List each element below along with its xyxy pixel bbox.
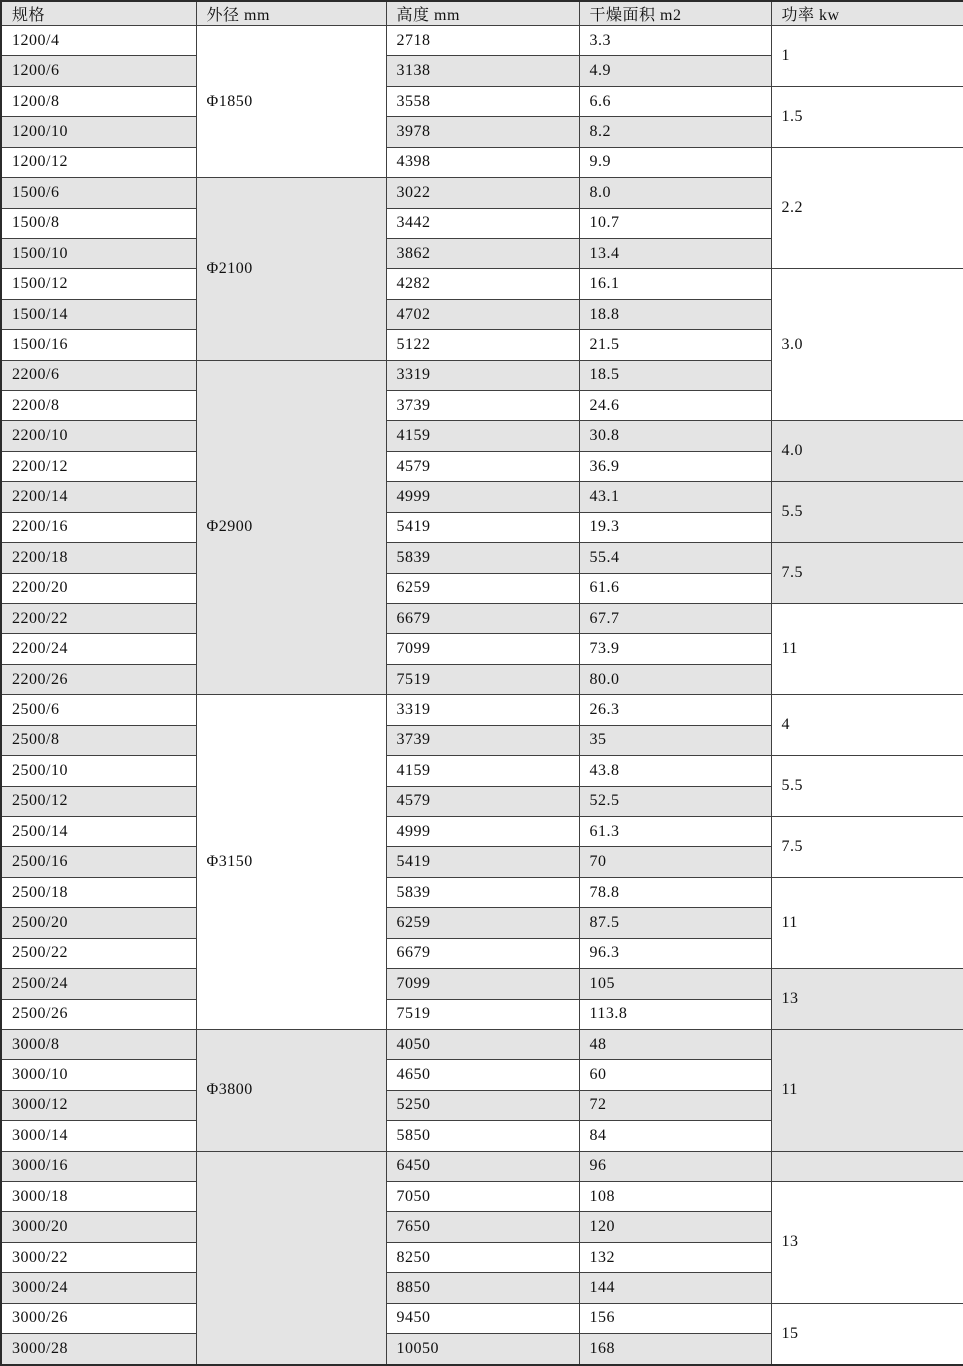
height-cell: 5250: [386, 1090, 579, 1120]
height-cell: 3558: [386, 86, 579, 116]
spec-cell: 2200/16: [1, 512, 196, 542]
spec-cell: 3000/22: [1, 1242, 196, 1272]
spec-cell: 1500/16: [1, 330, 196, 360]
area-cell: 96: [579, 1151, 771, 1181]
height-cell: 3319: [386, 695, 579, 725]
area-cell: 30.8: [579, 421, 771, 451]
height-cell: 3978: [386, 117, 579, 147]
table-row: [1, 1029, 963, 1059]
area-cell: 13.4: [579, 238, 771, 268]
height-cell: 9450: [386, 1303, 579, 1333]
spec-cell: 1500/12: [1, 269, 196, 299]
power-cell: 5.5: [771, 482, 963, 543]
height-cell: 5419: [386, 512, 579, 542]
height-cell: 3319: [386, 360, 579, 390]
area-cell: 10.7: [579, 208, 771, 238]
height-cell: 6259: [386, 908, 579, 938]
area-cell: 80.0: [579, 664, 771, 694]
height-cell: 7519: [386, 664, 579, 694]
diameter-cell: Φ3800: [196, 1029, 386, 1151]
spec-cell: 2200/18: [1, 543, 196, 573]
spec-cell: 1500/6: [1, 178, 196, 208]
area-cell: 55.4: [579, 543, 771, 573]
spec-cell: 1500/14: [1, 299, 196, 329]
area-cell: 67.7: [579, 604, 771, 634]
column-header-power: 功率 kw: [771, 1, 963, 26]
height-cell: 6450: [386, 1151, 579, 1181]
area-cell: 61.3: [579, 816, 771, 846]
area-cell: 18.5: [579, 360, 771, 390]
height-cell: 4702: [386, 299, 579, 329]
column-header-diameter: 外径 mm: [196, 1, 386, 26]
height-cell: 7099: [386, 969, 579, 999]
area-cell: 3.3: [579, 26, 771, 56]
column-header-spec: 规格: [1, 1, 196, 26]
height-cell: 8850: [386, 1273, 579, 1303]
spec-cell: 3000/18: [1, 1182, 196, 1212]
power-cell: 7.5: [771, 543, 963, 604]
table-row: [1, 877, 963, 907]
power-cell: 4.0: [771, 421, 963, 482]
column-header-area: 干燥面积 m2: [579, 1, 771, 26]
power-cell: 13: [771, 1182, 963, 1304]
spec-cell: 1500/8: [1, 208, 196, 238]
spec-cell: 1500/10: [1, 238, 196, 268]
area-cell: 108: [579, 1182, 771, 1212]
diameter-cell: Φ1850: [196, 26, 386, 178]
table-row: [1, 421, 963, 451]
area-cell: 19.3: [579, 512, 771, 542]
height-cell: 10050: [386, 1334, 579, 1365]
height-cell: 3862: [386, 238, 579, 268]
area-cell: 18.8: [579, 299, 771, 329]
table-row: [1, 695, 963, 725]
column-header-height: 高度 mm: [386, 1, 579, 26]
diameter-cell: Φ2900: [196, 360, 386, 695]
spec-cell: 2500/20: [1, 908, 196, 938]
area-cell: 120: [579, 1212, 771, 1242]
table-body: [1, 26, 963, 1366]
table-row: [1, 86, 963, 116]
spec-cell: 3000/12: [1, 1090, 196, 1120]
spec-cell: 3000/14: [1, 1121, 196, 1151]
height-cell: 6679: [386, 604, 579, 634]
spec-cell: 2500/14: [1, 816, 196, 846]
area-cell: 144: [579, 1273, 771, 1303]
table-row: [1, 1303, 963, 1333]
area-cell: 48: [579, 1029, 771, 1059]
power-cell: 11: [771, 1029, 963, 1151]
table-header: [1, 1, 963, 26]
area-cell: 36.9: [579, 451, 771, 481]
power-cell: 7.5: [771, 816, 963, 877]
height-cell: 5122: [386, 330, 579, 360]
area-cell: 60: [579, 1060, 771, 1090]
spec-cell: 2200/8: [1, 391, 196, 421]
area-cell: 70: [579, 847, 771, 877]
height-cell: 5419: [386, 847, 579, 877]
diameter-cell: [196, 1151, 386, 1365]
table-row: [1, 756, 963, 786]
spec-cell: 3000/24: [1, 1273, 196, 1303]
height-cell: 7650: [386, 1212, 579, 1242]
table-row: [1, 26, 963, 56]
area-cell: 35: [579, 725, 771, 755]
area-cell: 43.1: [579, 482, 771, 512]
height-cell: 4282: [386, 269, 579, 299]
area-cell: 9.9: [579, 147, 771, 177]
area-cell: 105: [579, 969, 771, 999]
height-cell: 3138: [386, 56, 579, 86]
height-cell: 5839: [386, 543, 579, 573]
area-cell: 6.6: [579, 86, 771, 116]
height-cell: 4579: [386, 451, 579, 481]
height-cell: 3442: [386, 208, 579, 238]
spec-cell: 2200/24: [1, 634, 196, 664]
height-cell: 4650: [386, 1060, 579, 1090]
spec-cell: 2200/22: [1, 604, 196, 634]
spec-cell: 2500/24: [1, 969, 196, 999]
spec-cell: 1200/6: [1, 56, 196, 86]
height-cell: 3022: [386, 178, 579, 208]
height-cell: 3739: [386, 391, 579, 421]
area-cell: 156: [579, 1303, 771, 1333]
spec-cell: 3000/16: [1, 1151, 196, 1181]
area-cell: 26.3: [579, 695, 771, 725]
area-cell: 21.5: [579, 330, 771, 360]
height-cell: 6679: [386, 938, 579, 968]
height-cell: 7099: [386, 634, 579, 664]
area-cell: 87.5: [579, 908, 771, 938]
spec-cell: 2500/26: [1, 999, 196, 1029]
area-cell: 168: [579, 1334, 771, 1365]
area-cell: 4.9: [579, 56, 771, 86]
height-cell: 5850: [386, 1121, 579, 1151]
diameter-cell: Φ3150: [196, 695, 386, 1030]
area-cell: 8.2: [579, 117, 771, 147]
area-cell: 52.5: [579, 786, 771, 816]
spec-cell: 2500/18: [1, 877, 196, 907]
header-row: [1, 1, 963, 26]
area-cell: 43.8: [579, 756, 771, 786]
area-cell: 96.3: [579, 938, 771, 968]
table-row: [1, 1182, 963, 1212]
spec-cell: 2200/10: [1, 421, 196, 451]
power-cell: 5.5: [771, 756, 963, 817]
height-cell: 8250: [386, 1242, 579, 1272]
power-cell: [771, 1151, 963, 1181]
height-cell: 6259: [386, 573, 579, 603]
spec-cell: 1200/10: [1, 117, 196, 147]
spec-cell: 2200/26: [1, 664, 196, 694]
height-cell: 4050: [386, 1029, 579, 1059]
power-cell: 1.5: [771, 86, 963, 147]
spec-cell: 3000/8: [1, 1029, 196, 1059]
spec-cell: 2500/10: [1, 756, 196, 786]
height-cell: 5839: [386, 877, 579, 907]
power-cell: 1: [771, 26, 963, 87]
height-cell: 4398: [386, 147, 579, 177]
height-cell: 7050: [386, 1182, 579, 1212]
area-cell: 78.8: [579, 877, 771, 907]
area-cell: 132: [579, 1242, 771, 1272]
spec-cell: 1200/8: [1, 86, 196, 116]
diameter-cell: Φ2100: [196, 178, 386, 361]
area-cell: 16.1: [579, 269, 771, 299]
table-row: [1, 482, 963, 512]
area-cell: 61.6: [579, 573, 771, 603]
spec-cell: 1200/12: [1, 147, 196, 177]
power-cell: 11: [771, 877, 963, 968]
height-cell: 4159: [386, 756, 579, 786]
spec-cell: 3000/28: [1, 1334, 196, 1365]
area-cell: 84: [579, 1121, 771, 1151]
spec-cell: 2500/8: [1, 725, 196, 755]
spec-cell: 2200/6: [1, 360, 196, 390]
spec-cell: 2500/12: [1, 786, 196, 816]
power-cell: 11: [771, 604, 963, 695]
spec-cell: 3000/26: [1, 1303, 196, 1333]
height-cell: 4159: [386, 421, 579, 451]
power-cell: 3.0: [771, 269, 963, 421]
table-row: [1, 147, 963, 177]
power-cell: 4: [771, 695, 963, 756]
table-row: [1, 1151, 963, 1181]
spec-cell: 1200/4: [1, 26, 196, 56]
height-cell: 4999: [386, 816, 579, 846]
height-cell: 7519: [386, 999, 579, 1029]
spec-cell: 2200/20: [1, 573, 196, 603]
spec-cell: 2200/12: [1, 451, 196, 481]
height-cell: 3739: [386, 725, 579, 755]
power-cell: 2.2: [771, 147, 963, 269]
area-cell: 73.9: [579, 634, 771, 664]
area-cell: 72: [579, 1090, 771, 1120]
spec-cell: 2500/22: [1, 938, 196, 968]
spec-cell: 2500/6: [1, 695, 196, 725]
height-cell: 2718: [386, 26, 579, 56]
table-row: [1, 543, 963, 573]
spec-cell: 3000/10: [1, 1060, 196, 1090]
height-cell: 4999: [386, 482, 579, 512]
spec-cell: 2500/16: [1, 847, 196, 877]
table-row: [1, 604, 963, 634]
table-row: [1, 269, 963, 299]
power-cell: 15: [771, 1303, 963, 1365]
table-row: [1, 969, 963, 999]
table-row: [1, 816, 963, 846]
area-cell: 8.0: [579, 178, 771, 208]
power-cell: 13: [771, 969, 963, 1030]
area-cell: 113.8: [579, 999, 771, 1029]
height-cell: 4579: [386, 786, 579, 816]
spec-cell: 3000/20: [1, 1212, 196, 1242]
spec-cell: 2200/14: [1, 482, 196, 512]
area-cell: 24.6: [579, 391, 771, 421]
